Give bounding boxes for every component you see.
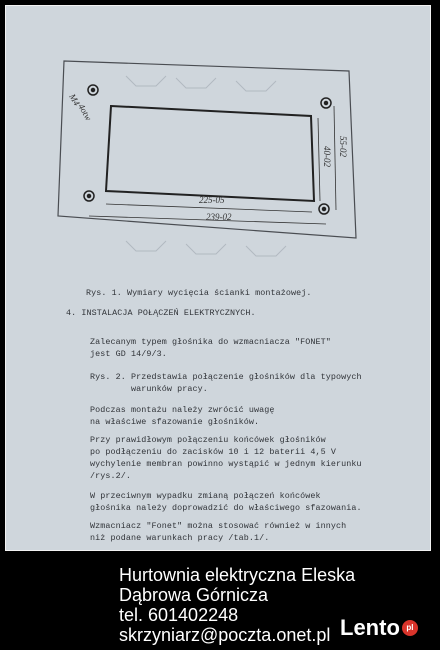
- dim-height-inner: 40-02: [322, 146, 332, 167]
- dim-width-inner: 225-05: [199, 195, 225, 205]
- dim-height-outer: 55-02: [338, 136, 348, 157]
- paragraph-3: Podczas montażu należy zwrócić uwagę na właściwe sfazowanie głośników.: [90, 405, 275, 427]
- paragraph-1: Zalecanym typem głośnika do wzmacniacza "FONET" jest GD 14/9/3.: [90, 337, 331, 359]
- dim-label-otw: 4otw: [76, 102, 94, 123]
- paragraph-6: Wzmacniacz "Fonet" można stosować również w innych niż podane warunkach pracy /tab.1/.: [90, 521, 347, 543]
- seller-name: Hurtownia elektryczna Eleska: [119, 565, 356, 585]
- mounting-diagram: [6, 6, 431, 271]
- paragraph-4: Przy prawidłowym połączeniu końcówek głośników po podłączeniu do zacisków 10 i 12 baterii 4,5 V wychylenie membran powinno wystąpić w jednym kierunku /rys.2/.: [90, 435, 362, 481]
- scanned-document: [5, 5, 431, 551]
- dim-label-m4: M4: [67, 92, 82, 108]
- dim-width-outer: 239-02: [206, 212, 232, 222]
- section-heading: 4. INSTALACJA POŁĄCZEŃ ELEKTRYCZNYCH.: [66, 308, 256, 318]
- seller-city: Dąbrowa Górnicza: [119, 585, 269, 605]
- seller-contact: [119, 565, 355, 645]
- paragraph-2: Rys. 2. Przedstawia połączenie głośników dla typowych warunków pracy.: [90, 372, 362, 394]
- pl-badge-icon: pl: [402, 620, 418, 636]
- figure-caption: Rys. 1. Wymiary wycięcia ścianki montażowej.: [86, 288, 312, 298]
- logo-text: Lento: [340, 615, 400, 640]
- lento-logo: [340, 614, 418, 642]
- seller-email: skrzyniarz@poczta.onet.pl: [119, 625, 331, 645]
- paragraph-5: W przeciwnym wypadku zmianą połączeń końcówek głośnika należy doprowadzić do właściwego sfazowania.: [90, 491, 362, 513]
- seller-phone: tel. 601402248: [119, 605, 239, 625]
- cutout-rectangle: [106, 106, 314, 201]
